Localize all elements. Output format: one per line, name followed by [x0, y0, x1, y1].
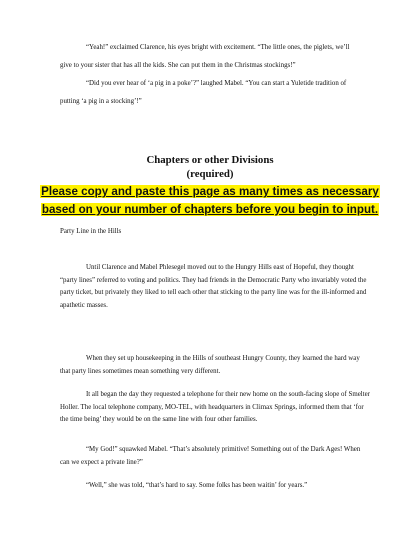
- notice-line-1: Please copy and paste this page as many times as necessary: [41, 185, 379, 198]
- chapter-title: Party Line in the Hills: [60, 228, 122, 235]
- chapter-paragraph: “My God!” squawked Mabel. “That’s absolutely primitive! Something out of the Dark Ages! When can we expect a private line?”: [60, 446, 361, 466]
- intro-paragraph-1-line-2: give to your sister that has all the kids. She can put them in the Christmas stockings!”: [60, 62, 296, 69]
- intro-paragraph-2-line-1: “Did you ever hear of ‘a pig in a poke’?” laughed Mabel. “You can start a Yuletide tradition of: [86, 80, 347, 87]
- notice-line-2: based on your number of chapters before you begin to input.: [41, 203, 379, 216]
- copy-instructions-notice: [0, 182, 420, 218]
- chapter-paragraph: When they set up housekeeping in the Hills of southeast Hungry County, they learned the hard way that party lines sometimes mean something very different.: [60, 355, 360, 375]
- intro-paragraph-2-line-2: putting ‘a pig in a stocking’!”: [60, 98, 142, 105]
- section-heading-required: (required): [186, 168, 234, 180]
- intro-paragraph-1-line-1: “Yeah!” exclaimed Clarence, his eyes bright with excitement. “The little ones, the piglets, we’ll: [86, 44, 350, 51]
- chapter-paragraph: Until Clarence and Mabel Phlesegel moved out to the Hungry Hills east of Hopeful, they thought “party lines” referred to voting and politics. They had friends in the Democratic Party who invariably voted the party ticket, but privately they liked to tell each other that sticking to the party line was for the ill-informed and apathetic masses.: [60, 264, 367, 309]
- section-heading: Chapters or other Divisions: [146, 154, 274, 166]
- chapter-paragraph: It all began the day they requested a telephone for their new home on the south-facing slope of Smelter Holler. The local telephone company, MO-TEL, with headquarters in Climax Springs, informed them that ‘for the time being’ they would be on the same line with four other families.: [60, 391, 370, 424]
- chapter-paragraph: “Well,” she was told, “that’s hard to say. Some folks has been waitin’ for years.”: [86, 482, 308, 489]
